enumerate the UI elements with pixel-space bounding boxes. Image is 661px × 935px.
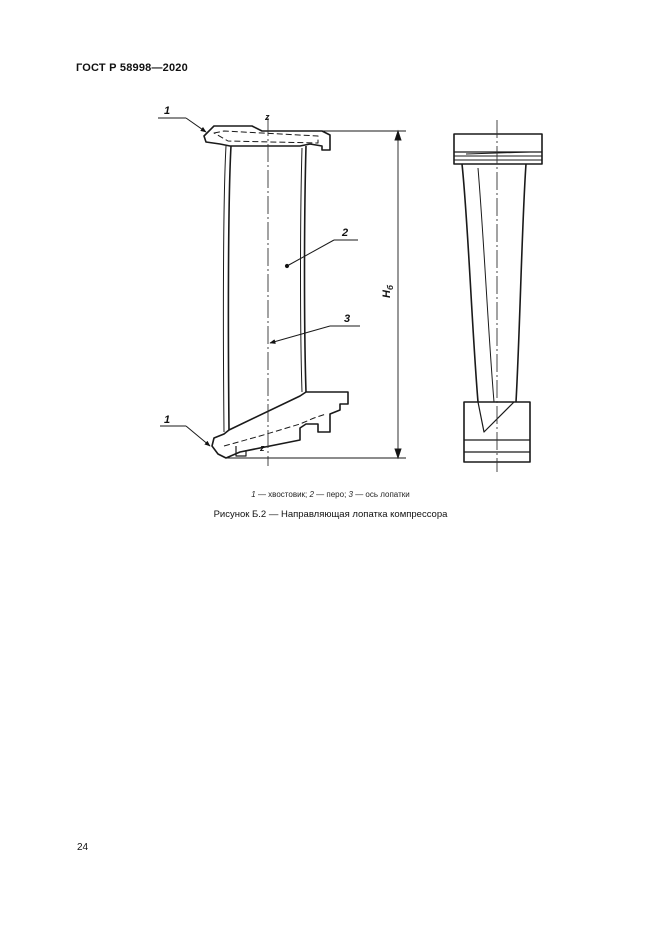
airfoil-left-edge-2 <box>223 146 226 432</box>
height-label: $H_б$ <box>381 285 395 298</box>
front-airfoil-inner <box>478 168 494 402</box>
airfoil-right-edge-2 <box>301 148 303 392</box>
axis-label-bottom: z <box>260 443 265 453</box>
callout-2: 2 <box>342 227 349 239</box>
callout-1-top: 1 <box>164 105 171 117</box>
figure-caption: Рисунок Б.2 — Направляющая лопатка компрессора <box>213 509 448 520</box>
figure-legend: 1 — хвостовик; 2 — перо; 3 — ось лопатки <box>251 490 410 499</box>
top-root-inner <box>214 131 318 143</box>
airfoil-right-edge <box>305 146 307 392</box>
front-airfoil-left <box>462 164 478 402</box>
blade-side-view <box>204 126 351 458</box>
height-dimension <box>226 131 406 458</box>
blade-front-view <box>454 134 542 462</box>
callout-1-bottom: 1 <box>164 414 171 426</box>
bottom-root-inner <box>224 414 326 446</box>
bottom-root-outline <box>212 392 348 458</box>
axis-label-top: z <box>265 112 270 122</box>
callout-3: 3 <box>344 313 351 325</box>
page-number: 24 <box>77 842 89 853</box>
airfoil-left-edge <box>228 146 231 430</box>
document-header: ГОСТ Р 58998—2020 <box>76 62 188 74</box>
front-airfoil-right <box>516 164 526 402</box>
leader-lines <box>158 118 360 446</box>
